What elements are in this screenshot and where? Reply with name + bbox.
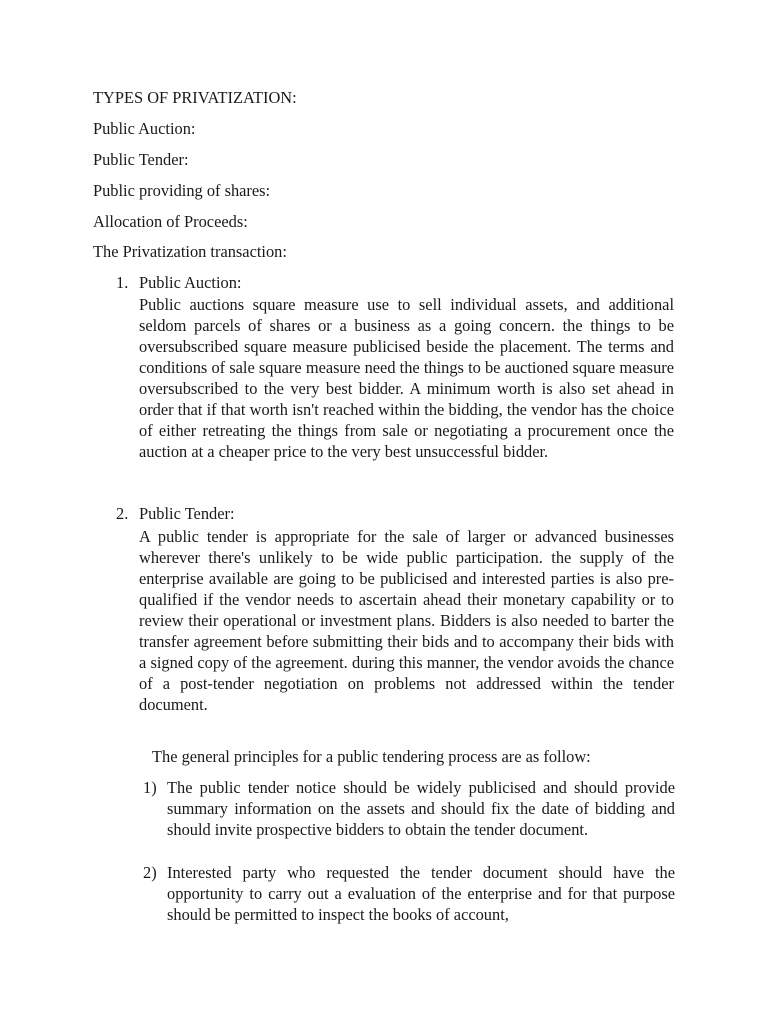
heading-public-auction: Public Auction:: [93, 119, 196, 138]
heading-public-tender: Public Tender:: [93, 150, 189, 169]
heading-allocation-of-proceeds: Allocation of Proceeds:: [93, 212, 248, 231]
principle-number: 1): [143, 778, 157, 797]
heading-privatization-transaction: The Privatization transaction:: [93, 242, 287, 261]
item-title: Public Auction:: [139, 273, 242, 292]
principles-heading: The general principles for a public tendering process are as follow:: [152, 747, 591, 766]
document-title: TYPES OF PRIVATIZATION:: [93, 88, 297, 107]
list-number: 2.: [116, 504, 129, 523]
principle-text: Interested party who requested the tender document should have the opportunity to carry out a evaluation of the enterprise and for that purpose should be permitted to inspect the books of account,: [167, 863, 675, 924]
item-body: Public auctions square measure use to sell individual assets, and additional seldom parcels of shares or a business as a going concern. the things to be oversubscribed square measure publicised beside the placement. The terms and conditions of sale square measure need the things to be auctioned square measure oversubscribed to the very best bidder. A minimum worth is also set ahead in order that if that worth isn't reached within the bidding, the vendor has the choice of either retreating the things from sale or negotiating a procurement once the auction at a cheaper price to the very best unsuccessful bidder.: [139, 295, 674, 461]
list-number: 1.: [116, 273, 129, 292]
item-body: A public tender is appropriate for the sale of larger or advanced businesses wherever there's unlikely to be wide public participation. the supply of the enterprise available are going to be publicised and interested parties is also pre-qualified if the vendor needs to ascertain ahead their monetary capability or to review their operational or investment plans. Bidders is also needed to barter the transfer agreement before submitting their bids and to accompany their bids with a signed copy of the agreement. during this manner, the vendor avoids the chance of a post-tender negotiation on problems not addressed within the tender document.: [139, 527, 674, 714]
principle-text: The public tender notice should be widely publicised and should provide summary information on the assets and should fix the date of bidding and should invite prospective bidders to obtain the tender document.: [167, 778, 675, 839]
item-title: Public Tender:: [139, 504, 235, 523]
principle-number: 2): [143, 863, 157, 882]
heading-public-providing-of-shares: Public providing of shares:: [93, 181, 271, 200]
